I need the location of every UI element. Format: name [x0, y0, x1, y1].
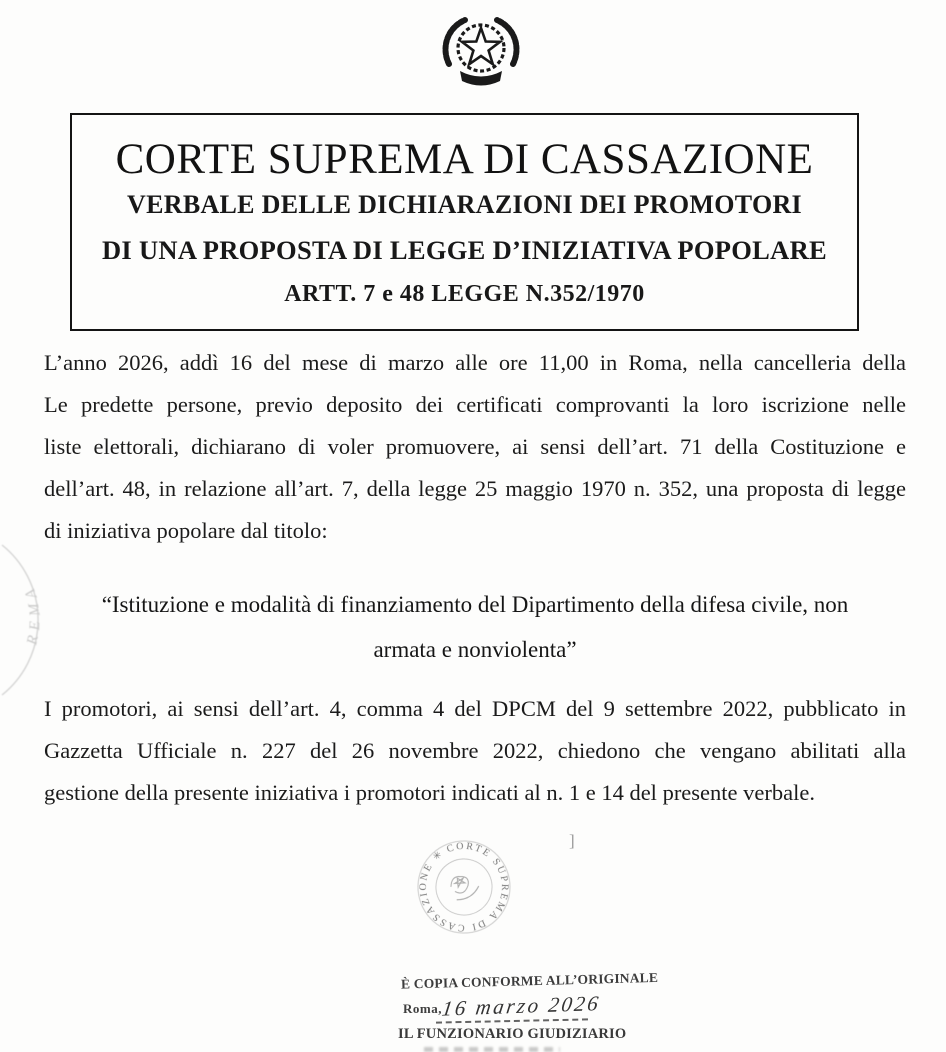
- quote-line: “Istituzione e modalità di finanziamento del Dipartimento della difesa civile, non: [101, 592, 849, 617]
- quote-line: armata e nonviolenta”: [373, 637, 577, 662]
- text-line: L’anno 2026, addì 16 del mese di marzo alle ore 11,00 in Roma, nella cancelleria della: [44, 350, 906, 375]
- scan-artifact-bracket: ]: [569, 831, 575, 850]
- document-subtitle-2: DI UNA PROPOSTA DI LEGGE D’INIZIATIVA POPOLARE: [101, 235, 827, 265]
- svg-text:REMA: [20, 581, 44, 647]
- italian-republic-emblem-icon: [430, 10, 532, 94]
- round-stamp-text: CORTE SUPREMA DI CASSAZIONE ✳: [417, 840, 511, 934]
- svg-text:CORTE SUPREMA DI CASSAZIONE ✳: [400, 823, 527, 950]
- conformity-stamp-text: È COPIA CONFORME ALL’ORIGINALE: [400, 969, 659, 992]
- document-subtitle-1: VERBALE DELLE DICHIARAZIONI DEI PROMOTORI: [127, 190, 802, 219]
- text-line: di iniziativa popolare dal titolo:: [44, 518, 328, 543]
- paragraph-declaration: [44, 342, 906, 552]
- paragraph-promoters: [44, 688, 906, 814]
- cutoff-signature-line: [424, 1047, 560, 1052]
- text-line: gestione della presente iniziativa i promotori indicati al n. 1 e 14 del presente verbale.: [44, 780, 815, 805]
- conformity-city-label: Roma,: [403, 1001, 442, 1016]
- text-line: I promotori, ai sensi dell’art. 4, comma 4 del DPCM del 9 settembre 2022, pubblicato in: [44, 696, 906, 721]
- court-title: CORTE SUPREMA DI CASSAZIONE: [115, 136, 814, 183]
- text-line: Le predette persone, previo deposito dei certificati comprovanti la loro iscrizione nelle: [44, 392, 906, 417]
- official-title-text: IL FUNZIONARIO GIUDIZIARIO: [398, 1026, 627, 1042]
- proposal-title-quote: [44, 582, 906, 672]
- court-round-stamp-icon: [396, 819, 531, 954]
- document-subtitle-3: ARTT. 7 e 48 LEGGE N.352/1970: [284, 281, 645, 307]
- side-stamp-text: REMA: [20, 581, 44, 647]
- partial-round-stamp-icon: [0, 540, 62, 700]
- text-line: Gazzetta Ufficiale n. 227 del 26 novembre 2022, chiedono che vengano abilitati alla: [44, 738, 906, 763]
- handwritten-date: 16 marzo 2026: [440, 991, 603, 1021]
- text-line: liste elettorali, dichiarano di voler promuovere, ai sensi dell’art. 71 della Costituzione e: [44, 434, 906, 459]
- text-line: dell’art. 48, in relazione all’art. 7, della legge 25 maggio 1970 n. 352, una proposta di legge: [44, 476, 906, 501]
- document-title-box: [70, 113, 859, 331]
